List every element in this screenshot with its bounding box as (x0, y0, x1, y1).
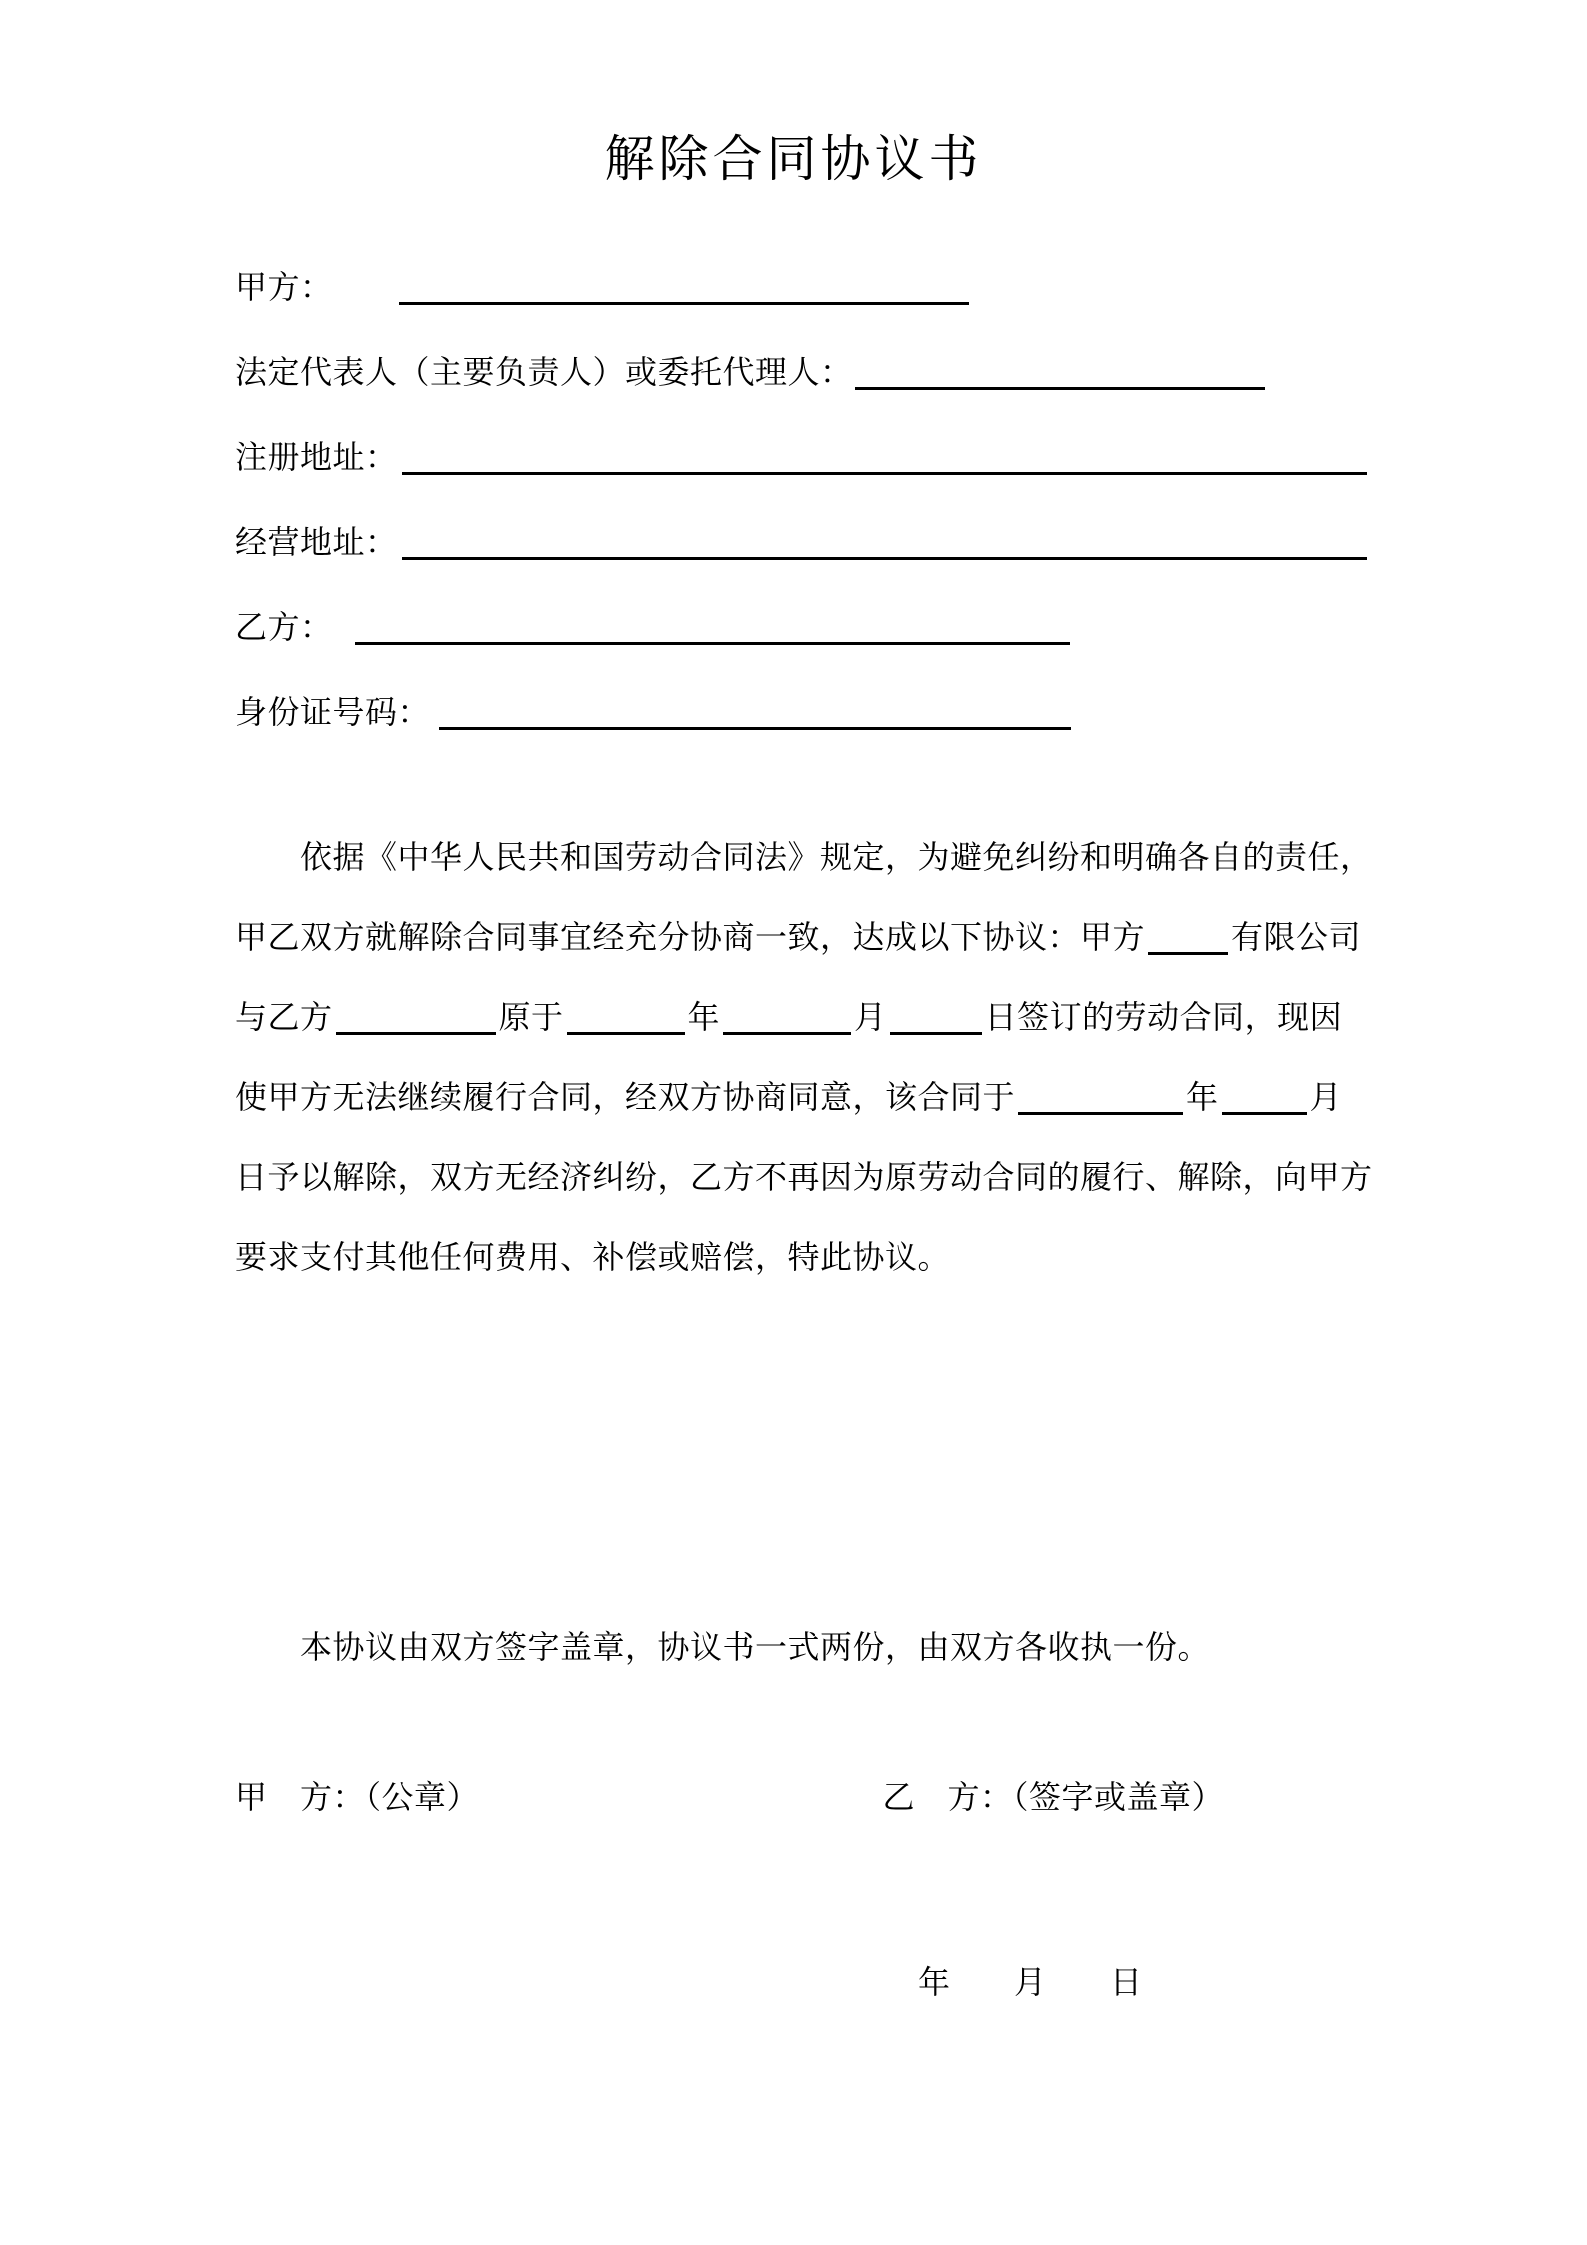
body-blank-line (1018, 1078, 1183, 1115)
blank-line-id-number (439, 693, 1071, 730)
body-text: 使甲方无法继续履行合同，经双方协商同意，该合同于 (235, 1079, 1016, 1115)
body-text: 年 (1186, 1079, 1219, 1115)
document-title: 解除合同协议书 (604, 131, 983, 187)
body-text: 日签订的劳动合同，现因 (984, 999, 1343, 1035)
body-blank-line (336, 998, 496, 1035)
field-label-party-b: 乙方： (235, 609, 333, 645)
body-blank-line (890, 998, 982, 1035)
field-row-legal-representative (235, 330, 1352, 415)
closing-paragraph (235, 1607, 1352, 1687)
body-line-5 (235, 1137, 1373, 1217)
field-row-id-number (235, 670, 1352, 755)
signature-row (235, 1757, 1352, 1837)
body-line-1 (235, 817, 1373, 897)
blank-line-legal-representative (855, 353, 1265, 390)
body-text: 原于 (498, 999, 564, 1035)
body-blank-line (1222, 1078, 1307, 1115)
field-label-business-address: 经营地址： (235, 524, 398, 560)
body-blank-line (1148, 918, 1228, 955)
body-line-4 (235, 1057, 1352, 1137)
body-blank-line (567, 998, 685, 1035)
field-label-party-a: 甲方： (235, 269, 333, 305)
body-text: 年 (687, 999, 721, 1035)
closing-paragraph-text: 本协议由双方签字盖章，协议书一式两份，由双方各收执一份。 (300, 1629, 1211, 1665)
blank-line-business-address (402, 523, 1367, 560)
body-text: 甲乙双方就解除合同事宜经充分协商一致，达成以下协议：甲方 (235, 919, 1146, 955)
body-text: 要求支付其他任何费用、补偿或赔偿，特此协议。 (235, 1239, 951, 1275)
body-text: 日予以解除，双方无经济纠纷，乙方不再因为原劳动合同的履行、解除，向甲方 (235, 1159, 1373, 1195)
field-row-registered-address (235, 415, 1352, 500)
blank-line-party-b (355, 608, 1070, 645)
body-text: 有限公司 (1231, 919, 1362, 955)
body-text: 月 (1309, 1079, 1343, 1115)
body-paragraph (235, 817, 1373, 1297)
field-row-party-a (235, 245, 1352, 330)
body-blank-line (723, 998, 851, 1035)
body-text: 月 (854, 999, 887, 1035)
date-line (235, 1942, 1352, 2022)
body-line-2 (235, 897, 1362, 977)
field-row-party-b (235, 585, 1352, 670)
field-label-id-number: 身份证号码： (235, 694, 431, 730)
body-line-6 (235, 1217, 1352, 1297)
party-a-signature-label: 甲 方：（公章） (235, 1779, 480, 1815)
date-line-text: 年 月 日 (918, 1964, 1143, 2000)
body-text: 依据《中华人民共和国劳动合同法》规定，为避免纠纷和明确各自的责任， (300, 839, 1373, 875)
party-b-signature-label: 乙 方：（签字或盖章） (882, 1779, 1225, 1815)
blank-line-registered-address (402, 438, 1367, 475)
field-label-registered-address: 注册地址： (235, 439, 398, 475)
field-label-legal-representative: 法定代表人（主要负责人）或委托代理人： (235, 354, 853, 390)
blank-line-party-a (399, 268, 969, 305)
field-row-business-address (235, 500, 1352, 585)
body-text: 与乙方 (235, 999, 333, 1035)
body-line-3 (235, 977, 1352, 1057)
header-fields (235, 245, 1352, 755)
